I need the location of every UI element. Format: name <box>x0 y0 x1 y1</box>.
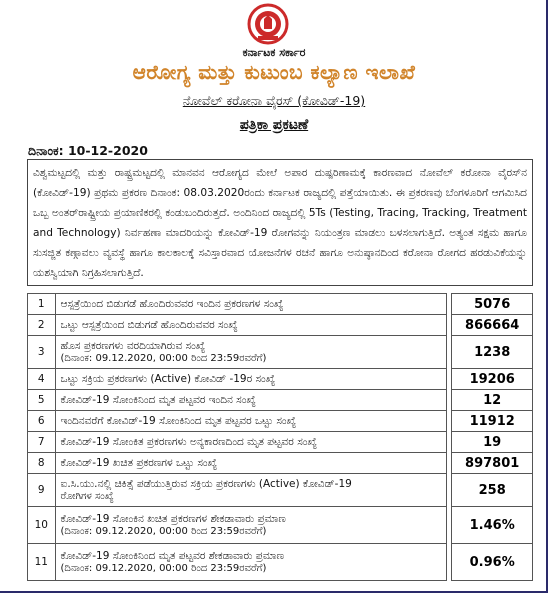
row-value: 5076 <box>452 294 533 315</box>
row-description <box>55 315 447 336</box>
intro-paragraph: ವಿಶ್ವಮಟ್ಟದಲ್ಲಿ ಮತ್ತು ರಾಷ್ಟ್ರಮಟ್ಟದಲ್ಲಿ ಮಾನವನ ಆರೋಗ್ಯದ ಮೇಲೆ ಅಪಾರ ದುಷ್ಪರಿಣಾಮಕ್ಕೆ ಕಾರಣವಾದ ನೋವೆಲ್ ಕರೋನಾ ವೈರಸ್‌ನ (ಕೋವಿಡ್-19) ಪ್ರಥಮ ಪ್ರಕರಣ ದಿನಾಂಕ: 08.03.2020ರಂದು ಕರ್ನಾಟಕ ರಾಜ್ಯದಲ್ಲಿ ಪತ್ತೆಯಾಯಿತು. ಈ ಪ್ರಕರಣವು ಬೆಂಗಳೂರಿಗೆ ಆಗಮಿಸಿದ ಒಬ್ಬ ಅಂತರ್‌ರಾಷ್ಟ್ರೀಯ ಪ್ರಯಾಣಿಕರಲ್ಲಿ ಕಂಡುಬಂದಿರುತ್ತದೆ. ಅಂದಿನಿಂದ ರಾಜ್ಯದಲ್ಲಿ 5Ts (Testing, Tracing, Tracking, Treatment and Technology) ನಿರ್ವಹಣಾ ಮಾದರಿಯನ್ನು ಕೋವಿಡ್-19 ರೋಗವನ್ನು ನಿಯಂತ್ರಣ ಮಾಡಲು ಬಳಸಲಾಗುತ್ತಿದೆ. ಅತ್ಯಂತ ಸಕ್ಷಮ ಹಾಗೂ ಸುಸಜ್ಜಿತ ಕಣ್ಗಾವಲು ವ್ಯವಸ್ಥೆ ಹಾಗೂ ಕಾಲಕಾಲಕ್ಕೆ ಸವಿಸ್ತಾರವಾದ ಯೋಜನೆಗಳ ರಚನೆ ಹಾಗೂ ಅನುಷ್ಠಾನದಿಂದ ಕರೋನಾ ರೋಗದ ಹರಡುವಿಕೆಯನ್ನು ಯಶಸ್ವಿಯಾಗಿ ನಿಗ್ರಹಿಸಲಾಗುತ್ತಿದೆ. <box>27 159 533 286</box>
table-row <box>28 369 533 390</box>
row-description-text: ಇಂದಿನವರೆಗೆ ಕೋವಿಡ್-19 ಸೋಂಕಿನಿಂದ ಮೃತ ಪಟ್ಟವರ ಒಟ್ಟು ಸಂಖ್ಯೆ <box>60 414 297 427</box>
table-row <box>28 507 533 544</box>
row-description-subtext: ರೋಗಿಗಳ ಸಂಖ್ಯೆ <box>60 491 114 502</box>
row-description <box>55 507 447 544</box>
row-description-text: ಒಟ್ಟು ಆಸ್ಪತ್ರೆಯಿಂದ ಬಿಡುಗಡೆ ಹೊಂದಿರುವವರ ಸಂಖ್ಯೆ <box>60 318 238 331</box>
table-row <box>28 411 533 432</box>
row-description-subtext: (ದಿನಾಂಕ: 09.12.2020, 00:00 ರಿಂದ 23:59ರವರೆಗೆ) <box>60 563 267 574</box>
table-row <box>28 453 533 474</box>
row-value: 258 <box>452 474 533 507</box>
row-value: 0.96% <box>452 544 533 581</box>
row-value: 897801 <box>452 453 533 474</box>
row-number: 1 <box>28 294 56 315</box>
row-description-text: ಕೋವಿಡ್-19 ಸೋಂಕಿನಿಂದ ಮೃತ ಪಟ್ಟವರ ಇಂದಿನ ಸಂಖ್ಯೆ <box>60 393 256 406</box>
row-value: 19 <box>452 432 533 453</box>
row-description <box>55 432 447 453</box>
row-value: 19206 <box>452 369 533 390</box>
release-date: ದಿನಾಂಕ: 10-12-2020 <box>28 143 148 158</box>
row-number: 7 <box>28 432 56 453</box>
row-description-text: ಒಟ್ಟು ಸಕ್ರಿಯ ಪ್ರಕರಣಗಳು (Active) ಕೋವಿಡ್ -19ರ ಸಂಖ್ಯೆ <box>60 372 276 385</box>
row-number: 11 <box>28 544 56 581</box>
row-description-text: ಕೋವಿಡ್-19 ಸೋಂಕಿನ ಖಚಿತ ಪ್ರಕರಣಗಳ ಶೇಕಡಾವಾರು ಪ್ರಮಾಣ <box>60 513 286 525</box>
row-number: 6 <box>28 411 56 432</box>
table-row <box>28 474 533 507</box>
row-description-text: ಐ.ಸಿ.ಯು.ನಲ್ಲಿ ಚಿಕಿತ್ಸೆ ಪಡೆಯುತ್ತಿರುವ ಸಕ್ರಿಯ ಪ್ರಕರಣಗಳು (Active) ಕೋವಿಡ್-19 <box>60 478 352 490</box>
row-description-text: ಹೊಸ ಪ್ರಕರಣಗಳು ವರದಿಯಾಗಿರುವ ಸಂಖ್ಯೆ <box>60 340 206 352</box>
statistics-table <box>27 293 533 581</box>
row-value: 1.46% <box>452 507 533 544</box>
row-description-subtext: (ದಿನಾಂಕ: 09.12.2020, 00:00 ರಿಂದ 23:59ರವರೆಗೆ) <box>60 526 267 537</box>
row-description <box>55 336 447 369</box>
row-number: 8 <box>28 453 56 474</box>
row-value: 866664 <box>452 315 533 336</box>
government-name: ಕರ್ನಾಟಕ ಸರ್ಕಾರ <box>242 46 306 59</box>
row-description-text: ಕೋವಿಡ್-19 ಸೋಂಕಿನಿಂದ ಮೃತ ಪಟ್ಟವರ ಶೇಕಡಾವಾರು ಪ್ರಮಾಣ <box>60 550 285 562</box>
table-row <box>28 294 533 315</box>
row-description-subtext: (ದಿನಾಂಕ: 09.12.2020, 00:00 ರಿಂದ 23:59ರವರೆಗೆ) <box>60 353 267 364</box>
row-number: 4 <box>28 369 56 390</box>
department-title: ಆರೋಗ್ಯ ಮತ್ತು ಕುಟುಂಬ ಕಲ್ಯಾಣ ಇಲಾಖೆ <box>132 60 416 84</box>
row-description <box>55 474 447 507</box>
row-value: 12 <box>452 390 533 411</box>
row-number: 3 <box>28 336 56 369</box>
row-description <box>55 411 447 432</box>
row-number: 5 <box>28 390 56 411</box>
subject-heading: ನೋವೆಲ್ ಕರೋನಾ ವೈರಸ್ (ಕೋವಿಡ್-19) <box>182 93 366 108</box>
row-number: 2 <box>28 315 56 336</box>
karnataka-emblem-icon <box>244 3 292 45</box>
table-row <box>28 336 533 369</box>
row-number: 10 <box>28 507 56 544</box>
row-description-text: ಕೋವಿಡ್-19 ಸೋಂಕಿತ ಪ್ರಕರಣಗಳು ಅನ್ಯಕಾರಣದಿಂದ ಮೃತ ಪಟ್ಟವರ ಸಂಖ್ಯೆ <box>60 435 317 448</box>
row-description <box>55 544 447 581</box>
row-description <box>55 390 447 411</box>
table-row <box>28 390 533 411</box>
table-row <box>28 432 533 453</box>
press-release-heading: ಪತ್ರಿಕಾ ಪ್ರಕಟಣೆ <box>239 117 309 133</box>
table-row <box>28 544 533 581</box>
row-value: 1238 <box>452 336 533 369</box>
row-description <box>55 294 447 315</box>
row-description <box>55 369 447 390</box>
row-description-text: ಕೋವಿಡ್-19 ಖಚಿತ ಪ್ರಕರಣಗಳ ಒಟ್ಟು ಸಂಖ್ಯೆ <box>60 456 218 469</box>
row-value: 11912 <box>452 411 533 432</box>
row-description <box>55 453 447 474</box>
row-number: 9 <box>28 474 56 507</box>
table-row <box>28 315 533 336</box>
row-description-text: ಆಸ್ಪತ್ರೆಯಿಂದ ಬಿಡುಗಡೆ ಹೊಂದಿರುವವರ ಇಂದಿನ ಪ್ರಕರಣಗಳ ಸಂಖ್ಯೆ <box>60 297 284 310</box>
